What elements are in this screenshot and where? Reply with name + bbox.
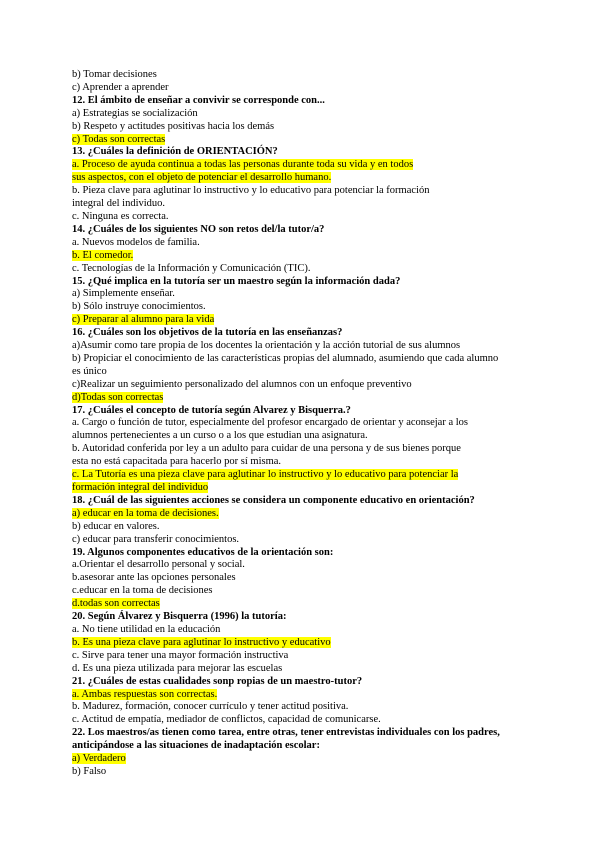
answer-option — [72, 340, 542, 353]
option-line: d)Todas son correctas — [72, 391, 164, 403]
question-text — [72, 495, 542, 508]
option-line: a)Asumir como tare propia de los docentes la orientación y la acción tutorial de sus alumnos — [72, 340, 461, 352]
option-line: b. Pieza clave para aglutinar lo instructivo y lo educativo para potenciar la formación — [72, 185, 430, 197]
highlighted-answer — [72, 392, 542, 405]
option-line: a) educar en la toma de decisiones. — [72, 507, 219, 519]
answer-option — [72, 301, 542, 314]
question-text — [72, 276, 542, 289]
option-line: sus aspectos, con el objeto de potenciar el desarrollo humano. — [72, 172, 332, 184]
answer-option — [72, 379, 542, 392]
answer-option — [72, 534, 542, 547]
option-line: b. Madurez, formación, conocer currículo y tener actitud positiva. — [72, 701, 349, 713]
option-line: c. Actitud de empatía, mediador de conflictos, capacidad de comunicarse. — [72, 714, 381, 726]
option-line: b) educar en valores. — [72, 520, 160, 532]
option-line: a. Proceso de ayuda continua a todas las personas durante toda su vida y en todos — [72, 159, 414, 171]
highlighted-answer — [72, 508, 542, 521]
question-line: 22. Los maestros/as tienen como tarea, entre otras, tener entrevistas individuales con los padres, — [72, 727, 500, 739]
option-line: d. Es una pieza utilizada para mejorar las escuelas — [72, 662, 283, 674]
option-line: c. Tecnologías de la Información y Comunicación (TIC). — [72, 262, 311, 274]
question-text — [72, 727, 542, 740]
question-text — [72, 547, 542, 560]
answer-option — [72, 82, 542, 95]
option-line: es único — [72, 365, 107, 377]
answer-option — [72, 443, 542, 456]
option-line: c) Aprender a aprender — [72, 81, 169, 93]
option-line: a. No tiene utilidad en la educación — [72, 623, 221, 635]
question-text — [72, 611, 542, 624]
answer-option — [72, 624, 542, 637]
answer-option — [72, 430, 542, 443]
option-line: c) educar para transferir conocimientos. — [72, 533, 240, 545]
answer-option — [72, 121, 542, 134]
option-line: b) Respeto y actitudes positivas hacia los demás — [72, 120, 275, 132]
option-line: c. Ninguna es correcta. — [72, 210, 169, 222]
answer-option — [72, 69, 542, 82]
answer-option — [72, 366, 542, 379]
option-line: a. Ambas respuestas son correctas. — [72, 688, 218, 700]
highlighted-answer — [72, 637, 542, 650]
option-line: c.educar en la toma de decisiones — [72, 585, 213, 597]
answer-option — [72, 766, 542, 779]
answer-option — [72, 714, 542, 727]
question-text — [72, 676, 542, 689]
option-line: a. Cargo o función de tutor, especialmente del profesor encargado de orientar y aconsejar a los — [72, 417, 468, 429]
option-line: c) Preparar al alumno para la vida — [72, 314, 215, 326]
question-line: 17. ¿Cuáles el concepto de tutoría según Alvarez y Bisquerra.? — [72, 404, 351, 416]
option-line: b. Es una pieza clave para aglutinar lo instructivo y educativo — [72, 636, 331, 648]
question-line: 20. Según Álvarez y Bisquerra (1996) la tutoría: — [72, 611, 287, 623]
question-line: anticipándose a las situaciones de inadaptación escolar: — [72, 740, 320, 752]
option-line: esta no está capacitada para hacerlo por sí misma. — [72, 456, 282, 468]
answer-option — [72, 663, 542, 676]
question-line: 15. ¿Qué implica en la tutoría ser un maestro según la información dada? — [72, 275, 401, 287]
answer-option — [72, 456, 542, 469]
option-line: a) Simplemente enseñar. — [72, 288, 175, 300]
option-line: c. Sirve para tener una mayor formación instructiva — [72, 649, 289, 661]
question-line: 13. ¿Cuáles la definición de ORIENTACIÓN? — [72, 146, 278, 158]
question-line: 14. ¿Cuáles de los siguientes NO son retos del/la tutor/a? — [72, 223, 325, 235]
highlighted-answer — [72, 159, 542, 172]
answer-option — [72, 353, 542, 366]
option-line: formación integral del individuo — [72, 482, 209, 493]
highlighted-answer — [72, 314, 542, 327]
highlighted-answer — [72, 469, 542, 482]
answer-option — [72, 521, 542, 534]
option-line: b) Sólo instruye conocimientos. — [72, 301, 206, 313]
answer-option — [72, 237, 542, 250]
option-line: a. Nuevos modelos de familia. — [72, 236, 200, 248]
question-line: 19. Algunos componentes educativos de la orientación son: — [72, 546, 334, 558]
answer-option — [72, 585, 542, 598]
option-line: b) Tomar decisiones — [72, 69, 157, 80]
question-line: 12. El ámbito de enseñar a convivir se corresponde con... — [72, 94, 325, 106]
document-page — [72, 69, 542, 779]
option-line: a.Orientar el desarrollo personal y social. — [72, 559, 245, 571]
answer-option — [72, 417, 542, 430]
option-line: c)Realizar un seguimiento personalizado del alumnos con un enfoque preventivo — [72, 378, 412, 390]
question-text — [72, 740, 542, 753]
question-text — [72, 224, 542, 237]
highlighted-answer — [72, 598, 542, 611]
highlighted-answer — [72, 753, 542, 766]
option-line: a) Estrategias se socialización — [72, 107, 198, 119]
question-text — [72, 95, 542, 108]
answer-option — [72, 650, 542, 663]
option-line: b) Propiciar el conocimiento de las características propias del alumnado, asumiendo que cada alumno — [72, 352, 499, 364]
highlighted-answer — [72, 172, 542, 185]
answer-option — [72, 559, 542, 572]
question-line: 18. ¿Cuál de las siguientes acciones se considera un componente educativo en orientación? — [72, 494, 475, 506]
option-line: integral del individuo. — [72, 198, 166, 210]
option-line: c) Todas son correctas — [72, 133, 166, 145]
answer-option — [72, 701, 542, 714]
highlighted-answer — [72, 134, 542, 147]
option-line: c. La Tutoría es una pieza clave para aglutinar lo instructivo y lo educativo para potenciar la — [72, 469, 459, 481]
question-text — [72, 405, 542, 418]
highlighted-answer — [72, 689, 542, 702]
option-line: d.todas son correctas — [72, 598, 160, 610]
answer-option — [72, 108, 542, 121]
option-line: b. Autoridad conferida por ley a un adulto para cuidar de una persona y de sus bienes porque — [72, 443, 461, 455]
question-line: 21. ¿Cuáles de estas cualidades sonp ropias de un maestro-tutor? — [72, 675, 363, 687]
answer-option — [72, 198, 542, 211]
answer-option — [72, 288, 542, 301]
answer-option — [72, 572, 542, 585]
option-line: b. El comedor. — [72, 249, 134, 261]
option-line: b.asesorar ante las opciones personales — [72, 572, 236, 584]
question-line: 16. ¿Cuáles son los objetivos de la tutoría en las enseñanzas? — [72, 327, 343, 339]
question-text — [72, 146, 542, 159]
highlighted-answer — [72, 250, 542, 263]
highlighted-answer — [72, 482, 542, 495]
option-line: alumnos pertenecientes a un curso o a los que estudian una asignatura. — [72, 430, 368, 442]
answer-option — [72, 211, 542, 224]
answer-option — [72, 185, 542, 198]
option-line: b) Falso — [72, 765, 107, 777]
question-text — [72, 327, 542, 340]
answer-option — [72, 263, 542, 276]
option-line: a) Verdadero — [72, 753, 126, 765]
